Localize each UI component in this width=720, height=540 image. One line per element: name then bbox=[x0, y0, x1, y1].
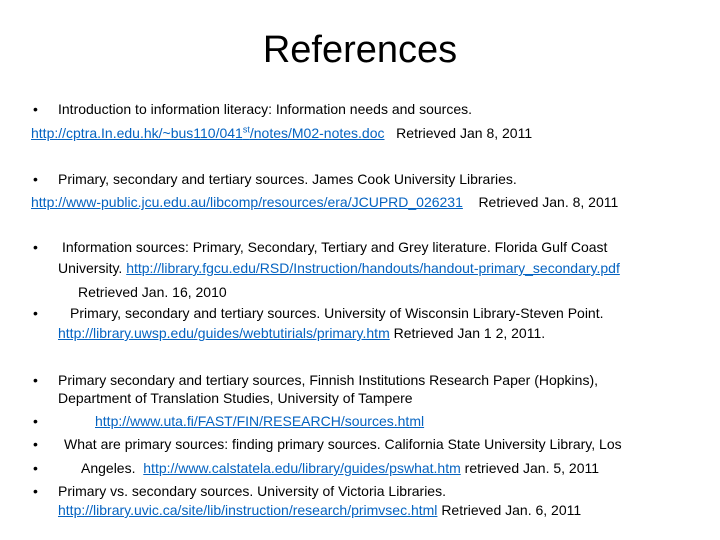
reference-6-line bbox=[95, 413, 424, 430]
bullet-icon: • bbox=[33, 413, 38, 429]
reference-4-text: Primary, secondary and tertiary sources. University of Wisconsin Library-Steven Point. bbox=[70, 305, 604, 321]
bullet-icon: • bbox=[33, 483, 38, 499]
reference-9-retrieved: Retrieved Jan. 6, 2011 bbox=[441, 502, 582, 518]
reference-9-line2 bbox=[58, 502, 581, 519]
reference-3-link[interactable]: http://library.fgcu.edu/RSD/Instruction/handouts/handout-primary_secondary.pdf bbox=[126, 260, 620, 276]
bullet-icon: • bbox=[33, 436, 38, 452]
bullet-icon: • bbox=[33, 101, 38, 117]
reference-6-link[interactable]: http://www.uta.fi/FAST/FIN/RESEARCH/sources.html bbox=[95, 413, 425, 429]
reference-2-line2 bbox=[31, 194, 618, 211]
reference-1-retrieved: Retrieved Jan 8, 2011 bbox=[396, 125, 533, 141]
reference-8-link[interactable]: http://www.calstatela.edu/library/guides/pswhat.htm bbox=[143, 460, 461, 476]
reference-1-line2 bbox=[31, 125, 532, 142]
reference-3-text: Information sources: Primary, Secondary, Tertiary and Grey literature. Florida Gulf Coast bbox=[62, 239, 608, 255]
reference-9-text: Primary vs. secondary sources. University of Victoria Libraries. bbox=[58, 483, 446, 499]
reference-9-link[interactable]: http://library.uvic.ca/site/lib/instruction/research/primvsec.html bbox=[58, 502, 438, 518]
bullet-icon: • bbox=[33, 239, 38, 255]
reference-1-text: Introduction to information literacy: Information needs and sources. bbox=[58, 101, 472, 117]
bullet-icon: • bbox=[33, 171, 38, 187]
reference-1-link[interactable]: http://cptra.In.edu.hk/~bus110/041st/notes/M02-notes.doc bbox=[31, 124, 385, 141]
reference-2-retrieved: Retrieved Jan. 8, 2011 bbox=[478, 194, 619, 210]
bullet-icon: • bbox=[33, 372, 38, 388]
reference-5-line2: Department of Translation Studies, University of Tampere bbox=[58, 390, 413, 406]
reference-4-link[interactable]: http://library.uwsp.edu/guides/webtutirials/primary.htm bbox=[58, 325, 390, 341]
reference-8-line: Angeles. http://www.calstatela.edu/library/guides/pswhat.htm retrieved Jan. 5, 2011 bbox=[81, 460, 600, 476]
reference-8-retrieved: retrieved Jan. 5, 2011 bbox=[464, 460, 600, 476]
reference-2-text: Primary, secondary and tertiary sources. James Cook University Libraries. bbox=[58, 171, 517, 187]
reference-2-link[interactable]: http://www-public.jcu.edu.au/libcomp/resources/era/JCUPRD_026231 bbox=[31, 194, 463, 210]
bullet-icon: • bbox=[33, 460, 38, 476]
reference-7-text: What are primary sources: finding primary sources. California State University Library, Los bbox=[64, 436, 622, 452]
reference-4-retrieved: Retrieved Jan 1 2, 2011. bbox=[393, 325, 546, 341]
reference-3-retrieved: Retrieved Jan. 16, 2010 bbox=[78, 284, 227, 300]
bullet-icon: • bbox=[33, 305, 38, 321]
page-title: References bbox=[262, 29, 458, 71]
reference-4-line2 bbox=[58, 325, 545, 342]
reference-5-text: Primary secondary and tertiary sources, Finnish Institutions Research Paper (Hopkins), bbox=[58, 372, 598, 388]
reference-3-line2: University. http://library.fgcu.edu/RSD/Instruction/handouts/handout-primary_secondary.pdf bbox=[58, 260, 620, 276]
